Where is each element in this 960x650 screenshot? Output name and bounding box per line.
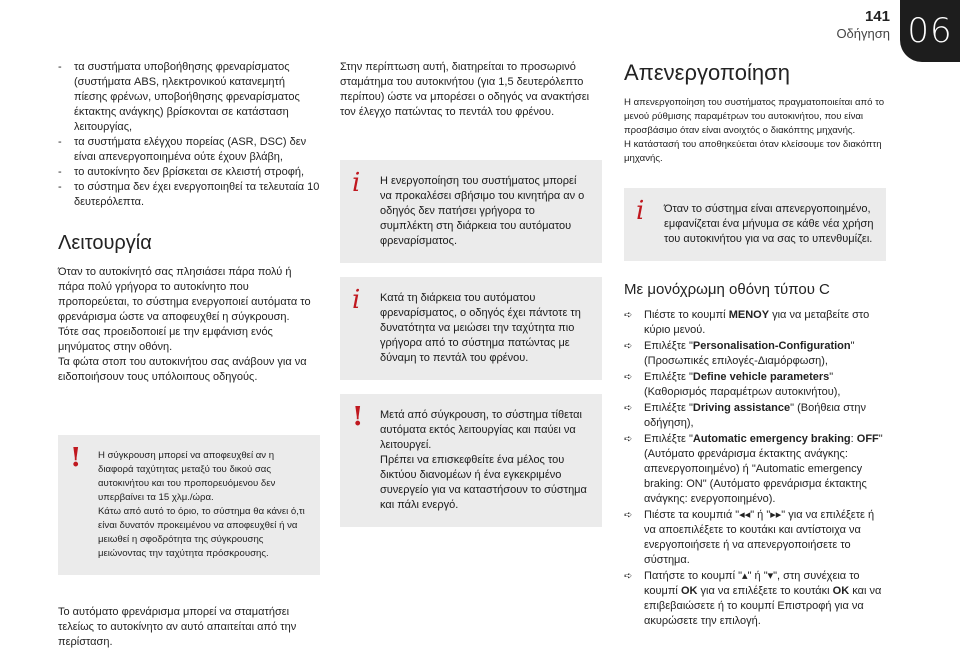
info-note [624, 188, 886, 261]
warning-text: Η σύγκρουση μπορεί να αποφευχθεί αν η διαφορά ταχύτητας μεταξύ του δικού σας αυτοκινήτου και του προπορευόμενου δεν υπερβαίνει τα 15 χλμ./ώρα. [98, 450, 276, 503]
list-item: ➪ Πατήστε το κουμπί "▴" ή "▾", στη συνέχεια το κουμπί OK για να επιλέξετε το κουτάκι OK και να επιβεβαιώσετε ή το κουμπί Επιστροφή για να ακυρώσετε την επιλογή. [624, 570, 882, 627]
arrow-right-icon: ➪ [624, 341, 633, 352]
list-item: ➪ Επιλέξτε "Define vehicle parameters" (Καθορισμός παραμέτρων αυτοκινήτου), [624, 371, 841, 398]
exclamation-icon: ! [70, 443, 82, 473]
steps-list [624, 308, 886, 629]
info-text: Η ενεργοποίηση του συστήματος μπορεί να προκαλέσει σβήσιμο του κινητήρα αν ο οδηγός δεν πατήσει γρήγορα το συμπλέκτη στη διάρκεια του αυτόματου φρεναρίσματος. [380, 175, 585, 247]
list-item: ➪ Επιλέξτε "Driving assistance" (Βοήθεια στην οδήγηση), [624, 402, 866, 429]
list-item: - τα συστήματα υποβοήθησης φρεναρίσματος (συστήματα ABS, ηλεκτρονικού κατανεμητή πίεσης φρένων, υποβοήθησης φρεναρίσματος έκτακτης ανάγκης) βρίσκονται σε κατάσταση λειτουργίας, [58, 60, 320, 135]
warning-note [340, 394, 602, 527]
info-note [340, 160, 602, 263]
column-2 [340, 60, 602, 527]
info-icon: i [352, 285, 361, 315]
page-number: 141 [864, 8, 890, 25]
column-1 [58, 60, 320, 650]
arrow-right-icon: ➪ [624, 372, 633, 383]
chapter-tab: 06 [900, 0, 960, 62]
list-item: - τα συστήματα ελέγχου πορείας (ASR, DSC) δεν είναι απενεργοποιημένα ούτε έχουν βλάβη, [58, 135, 320, 165]
warning-text: Κάτω από αυτό το όριο, το σύστημα θα κάνει ό,τι είναι δυνατόν προκειμένου να αποφευχθεί ή να μειωθεί η σφοδρότητα της σύγκρουσης μειώνοντας την ταχύτητα πρόσκρουσης. [98, 506, 305, 559]
warning-text: Πρέπει να επισκεφθείτε ένα μέλος του δικτύου διανομέων ή ένα εγκεκριμένο συνεργείο για να καταστήσουν το σύστημα και πάλι ενεργό. [380, 454, 587, 511]
paragraph: Όταν το αυτοκίνητό σας πλησιάσει πάρα πολύ ή πάρα πολύ γρήγορα το αυτοκίνητο που προπορεύεται, το σύστημα ενεργοποιεί αυτόματα το φρενάρισμα ώστε να αποφευχθεί η σύγκρουση. [58, 266, 311, 323]
list-item: ➪ Επιλέξτε "Personalisation-Configuration" (Προσωπικές επιλογές-Διαμόρφωση), [624, 340, 855, 367]
paragraph: Στην περίπτωση αυτή, διατηρείται το προσωρινό σταμάτημα του αυτοκινήτου (για 1,5 δευτερόλεπτο περίπου) ώστε να μπορέσει ο οδηγός να ανακτήσει τον έλεγχο πατώντας το πεντάλ του φρένου. [340, 61, 590, 118]
info-icon: i [352, 168, 361, 198]
paragraph: Το αυτόματο φρενάρισμα μπορεί να σταματήσει τελείως το αυτοκίνητο αν αυτό απαιτείται από την περίσταση. [58, 606, 297, 648]
paragraph: Η απενεργοποίηση του συστήματος πραγματοποιείται από το μενού ρύθμισης παραμέτρων του αυτοκινήτου, που είναι προσβάσιμο όταν είναι ανοιχτός ο διακόπτης μηχανής. [624, 97, 885, 136]
list-item: - το σύστημα δεν έχει ενεργοποιηθεί τα τελευταία 10 δευτερόλεπτα. [58, 180, 320, 210]
conditions-list [58, 60, 320, 210]
info-text: Όταν το σύστημα είναι απενεργοποιημένο, εμφανίζεται ένα μήνυμα σε κάθε νέα χρήση του αυτοκινήτου για να σας το υπενθυμίζει. [664, 203, 874, 245]
info-note [340, 277, 602, 380]
list-item: ➪ Πιέστε το κουμπί MENOY για να μεταβείτε στο κύριο μενού. [624, 309, 870, 336]
paragraph: Τα φώτα στοπ του αυτοκινήτου σας ανάβουν για να ειδοποιήσουν τους υπόλοιπους οδηγούς. [58, 356, 307, 383]
list-item: ➪ Πιέστε τα κουμπιά "◂◂" ή "▸▸" για να επιλέξετε ή να αποεπιλέξετε το κουτάκι και αντίστοιχα να ενεργοποιήσετε ή να απενεργοποιήσετε το σύστημα. [624, 509, 875, 566]
section-heading-deactivation: Απενεργοποίηση [624, 60, 790, 85]
arrow-right-icon: ➪ [624, 510, 633, 521]
warning-text: Μετά από σύγκρουση, το σύστημα τίθεται αυτόματα εκτός λειτουργίας και παύει να λειτουργεί. [380, 409, 582, 451]
arrow-right-icon: ➪ [624, 403, 633, 414]
warning-note [58, 435, 320, 575]
page-section-title: Οδήγηση [836, 26, 890, 41]
paragraph: Τότε σας προειδοποιεί με την εμφάνιση ενός μηνύματος στην οθόνη. [58, 326, 273, 353]
list-item: - το αυτοκίνητο δεν βρίσκεται σε κλειστή στροφή, [58, 165, 320, 180]
paragraph: Η κατάστασή του αποθηκεύεται όταν κλείσουμε τον διακόπτη μηχανής. [624, 139, 882, 164]
info-icon: i [636, 196, 645, 226]
column-3 [624, 60, 886, 630]
info-text: Κατά τη διάρκεια του αυτόματου φρεναρίσματος, ο οδηγός έχει πάντοτε τη δυνατότητα να μειώσει την ταχύτητα πιο γρήγορα από το σύστημα πατώντας με δύναμη το πεντάλ του φρένου. [380, 292, 581, 364]
subsection-heading-monochrome-screen: Με μονόχρωμη οθόνη τύπου C [624, 281, 830, 298]
arrow-right-icon: ➪ [624, 434, 633, 445]
arrow-right-icon: ➪ [624, 310, 633, 321]
arrow-right-icon: ➪ [624, 571, 633, 582]
exclamation-icon: ! [352, 402, 364, 432]
list-item: ➪ Επιλέξτε "Automatic emergency braking: OFF" (Αυτόματο φρενάρισμα έκτακτης ανάγκης: απενεργοποιημένο) ή "Automatic emergency braking: ON" (Αυτόματο φρενάρισμα έκτακτης ανάγκης: ενεργοποιημένο). [624, 433, 883, 505]
section-heading-operation: Λειτουργία [58, 232, 152, 254]
